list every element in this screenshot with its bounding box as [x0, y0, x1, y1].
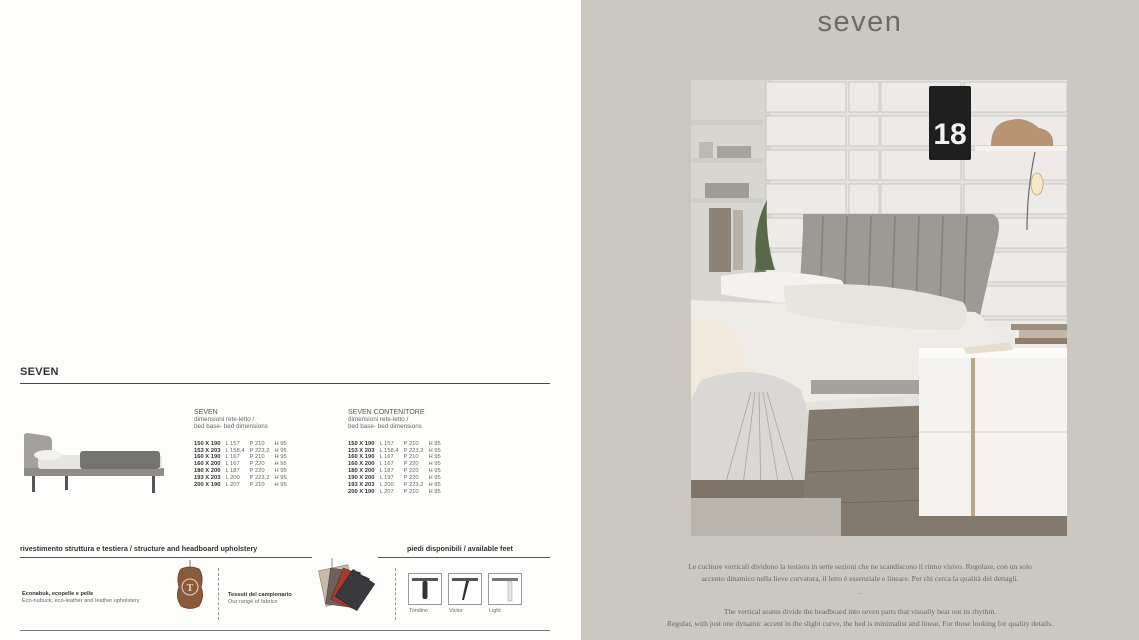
description-line: Regular, with just one dynamic accent in the slight curve, the bed is minimalist and linear. For those looking for quality details.	[666, 618, 1054, 628]
dimensions-subtitle: dimensioni rete-letto /	[194, 416, 255, 424]
cell-height: H 95	[274, 440, 287, 447]
cell-height: H 95	[428, 440, 441, 447]
cell-size: 180 X 200	[348, 468, 375, 475]
cell-depth: P 223,2	[249, 447, 270, 454]
cell-length: L 197	[379, 475, 394, 482]
bed-leg	[65, 476, 68, 490]
tag-letter: T	[186, 583, 194, 594]
table-row	[194, 448, 292, 455]
bed-thumbnail	[20, 425, 170, 500]
cell-depth: P 210	[249, 454, 265, 461]
cell-height: H 95	[428, 447, 441, 454]
table-row	[194, 475, 292, 482]
upholstery-heading: rivestimento struttura e testiera / structure and headboard upholstery	[20, 544, 258, 553]
cell-depth: P 223,2	[403, 482, 424, 489]
title-rule	[20, 383, 550, 384]
cell-height: H 95	[274, 468, 287, 475]
description-english	[581, 606, 1139, 630]
cell-length: L 167	[379, 461, 394, 468]
description-italian	[581, 561, 1139, 585]
cell-height: H 95	[274, 447, 287, 454]
feet-rule	[378, 557, 550, 558]
table-row	[194, 441, 292, 448]
foot-option-victor	[448, 573, 482, 605]
cell-height: H 95	[428, 475, 441, 482]
cell-size: 160 X 190	[348, 454, 375, 461]
cell-height: H 95	[428, 454, 441, 461]
cell-length: L 200	[225, 475, 240, 482]
cell-size: 160 X 190	[194, 454, 221, 461]
product-title: SEVEN	[20, 366, 59, 378]
description-separator: –	[858, 591, 862, 597]
cylinder-foot-icon	[409, 574, 441, 604]
upholstery-option-leather	[22, 591, 140, 605]
cell-length: L 207	[225, 482, 240, 489]
divider	[218, 568, 219, 620]
cell-size: 160 X 200	[348, 461, 375, 468]
cell-depth: P 220	[403, 468, 419, 475]
table-row	[194, 461, 292, 468]
cell-size: 193 X 203	[348, 482, 375, 489]
dimensions-subtitle: dimensioni rete-letto /	[348, 416, 409, 424]
table-row	[348, 468, 446, 475]
table-row	[348, 482, 446, 489]
cell-height: H 95	[274, 454, 287, 461]
cell-length: L 157	[225, 440, 240, 447]
pillow	[34, 450, 62, 460]
upholstery-desc: Our range of fabrics	[228, 599, 278, 605]
cell-size: 193 X 203	[194, 475, 221, 482]
cell-height: H 95	[428, 488, 441, 495]
cell-length: L 158,4	[225, 447, 245, 454]
dimensions-seven	[194, 409, 292, 489]
cell-depth: P 210	[249, 482, 265, 489]
cell-height: H 95	[274, 475, 287, 482]
table-row	[348, 448, 446, 455]
cell-height: H 95	[428, 468, 441, 475]
cell-depth: P 220	[249, 461, 265, 468]
throw-blanket	[80, 451, 160, 469]
dimensions-title: SEVEN CONTENITORE	[348, 409, 425, 416]
cell-length: L 200	[379, 482, 394, 489]
cell-height: H 95	[428, 482, 441, 489]
upholstery-name: Tessuti del campionario	[228, 592, 292, 598]
brand-title: seven	[817, 6, 903, 38]
cell-depth: P 210	[403, 454, 419, 461]
table-row	[348, 475, 446, 482]
table-row	[194, 482, 292, 489]
description-line: Le cuciture verticali dividono la testiera in sette sezioni che ne scandiscono il ritmo visivo. Regolare, con un solo	[688, 562, 1032, 571]
upholstery-desc: Eco-nubuck, eco-leather and leather upholstery	[22, 598, 140, 604]
cell-size: 150 X 190	[194, 440, 221, 447]
foot-label: Victor	[449, 608, 463, 614]
cell-size: 150 X 190	[348, 440, 375, 447]
cell-length: L 167	[225, 454, 240, 461]
cell-depth: P 220	[249, 468, 265, 475]
bed-leg	[32, 476, 35, 492]
dimensions-subtitle: bed base- bed dimensions	[194, 423, 268, 431]
cell-height: H 95	[428, 461, 441, 468]
description-line: accento dinamico nella lieve curvatura, il letto è essenziale e lineare. Per chi cerca la qualità dei dettagli.	[701, 573, 1019, 583]
table-row	[348, 441, 446, 448]
table-row	[348, 454, 446, 461]
clock-number: 18	[933, 118, 967, 151]
cell-length: L 187	[379, 468, 394, 475]
cell-depth: P 210	[249, 440, 265, 447]
foot-label: Light	[489, 608, 501, 614]
cell-size: 180 X 200	[194, 468, 221, 475]
cell-size: 200 X 190	[348, 488, 375, 495]
cell-length: L 207	[379, 488, 394, 495]
cell-length: L 158,4	[379, 447, 399, 454]
divider	[395, 568, 396, 620]
dimensions-title: SEVEN	[194, 409, 218, 416]
dimensions-table	[194, 441, 292, 489]
leather-tag-icon	[172, 560, 208, 614]
dimensions-seven-contenitore	[348, 409, 446, 496]
cell-depth: P 223,2	[249, 475, 270, 482]
cell-size: 160 X 200	[194, 461, 221, 468]
upholstery-name: Econabuk, ecopelle e pelle	[22, 591, 94, 597]
cell-height: H 95	[274, 482, 287, 489]
cell-depth: P 210	[403, 488, 419, 495]
upholstery-option-fabric	[228, 592, 292, 606]
description-line: The vertical seams divide the headboard into seven parts that visually beat out its rhythm.	[723, 607, 997, 616]
cell-size: 153 X 203	[194, 447, 221, 454]
cell-size: 190 X 200	[348, 475, 375, 482]
dimensions-table	[348, 441, 446, 496]
cell-depth: P 220	[403, 475, 419, 482]
bottom-rule	[20, 630, 550, 631]
right-page	[581, 0, 1139, 640]
fabric-swatches-icon	[314, 558, 376, 614]
bed-leg	[152, 476, 155, 493]
cell-size: 200 X 190	[194, 482, 221, 489]
feet-heading: piedi disponibili / available feet	[407, 544, 513, 553]
cell-depth: P 220	[403, 461, 419, 468]
light-foot-icon	[489, 574, 521, 604]
table-row	[348, 489, 446, 496]
foot-option-tondino	[408, 573, 442, 605]
cell-length: L 187	[225, 468, 240, 475]
table-row	[194, 454, 292, 461]
upholstery-rule	[20, 557, 312, 558]
dimensions-subtitle: bed base- bed dimensions	[348, 423, 422, 431]
cell-length: L 157	[379, 440, 394, 447]
cell-size: 153 X 203	[348, 447, 375, 454]
slanted-foot-icon	[449, 574, 481, 604]
cell-depth: P 210	[403, 440, 419, 447]
bedroom-photo	[691, 80, 1067, 536]
foot-label: Tondino	[409, 608, 428, 614]
bed-frame	[24, 468, 164, 476]
cell-height: H 95	[274, 461, 287, 468]
foot-option-light	[488, 573, 522, 605]
cell-length: L 167	[379, 454, 394, 461]
table-row	[194, 468, 292, 475]
table-row	[348, 461, 446, 468]
cell-length: L 167	[225, 461, 240, 468]
cell-depth: P 223,2	[403, 447, 424, 454]
